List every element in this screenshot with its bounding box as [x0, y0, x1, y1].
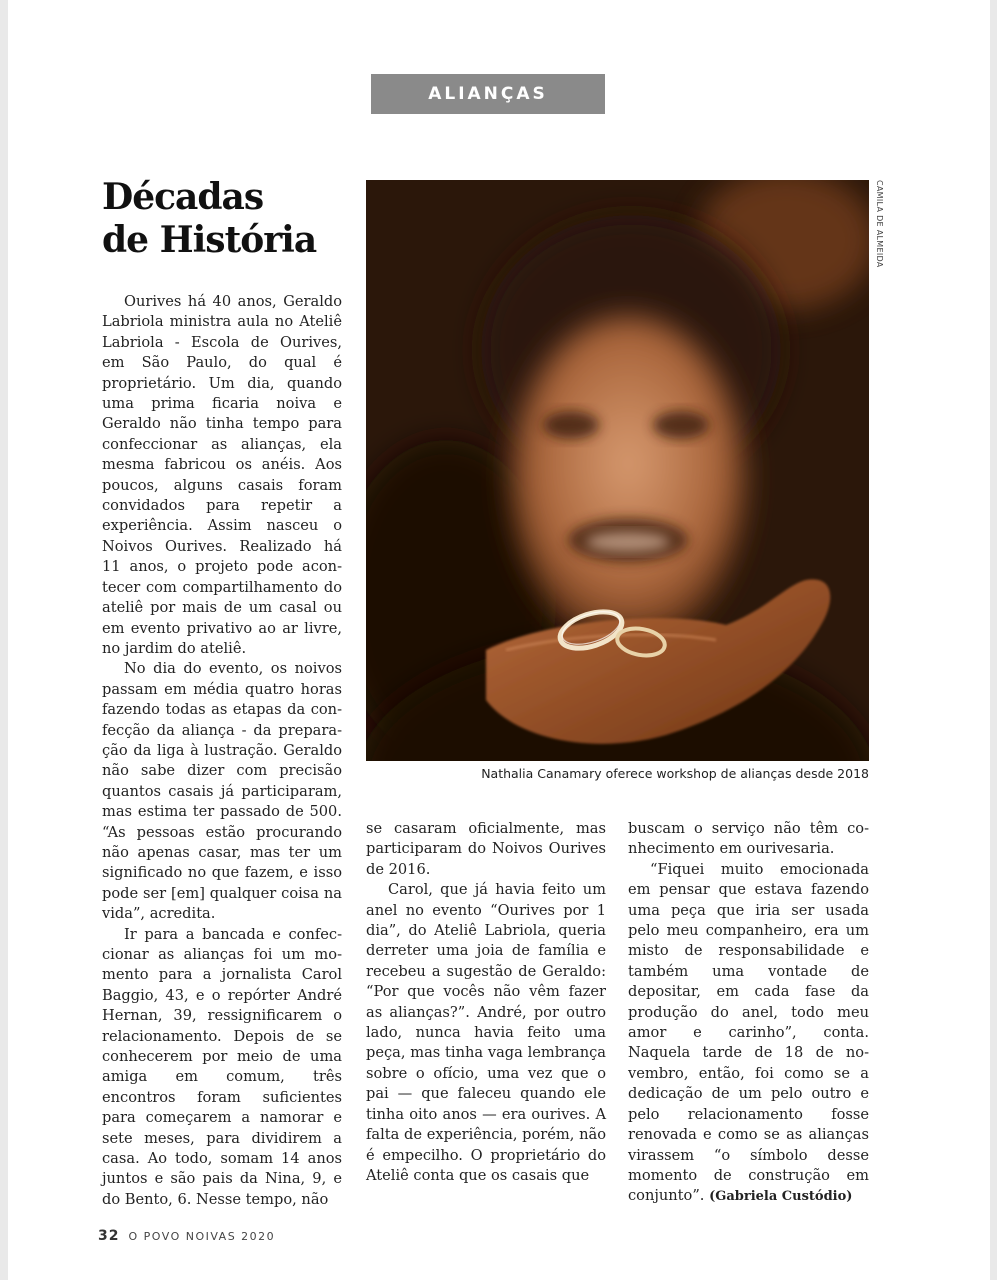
headline-line-1: Décadas: [102, 176, 264, 218]
section-tag-label: ALIANÇAS: [428, 84, 548, 104]
photo-illustration: [366, 180, 869, 761]
paragraph: Carol, que já havia feito um anel no evento “Ourives por 1 dia”, do Ateliê Labriola, queria derreter uma joia de família e recebeu a sugestão de Geraldo: “Por que vocês não vêm fazer as alianças?”. André, por outro lado, nunca havia feito uma peça, mas tinha vaga lembrança sobre o ofício, uma vez que o pai — que faleceu quando ele tinha oito anos — era ourives. A falta de experiência, porém, não é empecilho. O proprietário do Ateliê conta que os casais que: [366, 881, 606, 1184]
paragraph-final: [628, 860, 869, 1208]
article-column-1: [102, 292, 342, 1210]
photo-credit: CAMILA DE ALMEIDA: [875, 180, 884, 268]
magazine-page: [8, 0, 990, 1280]
section-tag: [371, 74, 605, 114]
blurred-face: [510, 315, 746, 645]
byline: (Gabriela Custódio): [709, 1189, 853, 1205]
publication-name: O POVO NOIVAS 2020: [128, 1230, 276, 1243]
photo-caption: Nathalia Canamary oferece workshop de alianças desde 2018: [481, 766, 869, 781]
page-footer: [98, 1228, 275, 1244]
page-number: 32: [98, 1228, 120, 1244]
headline-line-2: de História: [102, 219, 317, 261]
article-column-2: [366, 819, 606, 1186]
article-column-3: [628, 819, 869, 1208]
article-headline: [102, 176, 362, 262]
paragraph: buscam o serviço não têm conhecimento em ourivesaria.: [628, 820, 869, 858]
paragraph: Ir para a bancada e confeccionar as alianças foi um momento para a jornalista Carol Baggio, 43, e o repórter André Hernan, 39, ressignificarem o relacionamento. Depois de se conhecerem por meio de uma amiga em comum, três encontros foram suficientes para começarem a namorar e sete meses, para dividirem a casa. Ao todo, somam 14 anos juntos e são pais da Nina, 9, e do Bento, 6. Nesse tempo, não: [102, 925, 342, 1208]
paragraph: No dia do evento, os noivos passam em média quatro horas fazendo todas as etapas da confecção da aliança - da preparação da liga à lustração. Geraldo não sabe dizer com precisão quantos casais já participaram, mas estima ter passado de 500. “As pessoas estão procurando não apenas casar, mas ter um significado no que fazem, e isso pode ser [em] qualquer coisa na vida”, acredita.: [102, 660, 342, 923]
paragraph: se casaram oficialmente, mas participaram do Noivos Ourives de 2016.: [366, 820, 606, 878]
article-photo: [366, 180, 869, 761]
paragraph: Ourives há 40 anos, Geraldo Labriola ministra aula no Ateliê Labriola - Escola de Ourives, em São Paulo, do qual é proprietário. Um dia, quando uma prima ficaria noiva e Geraldo não tinha tempo para confeccionar as alianças, ela mesma fabricou os anéis. Aos poucos, alguns casais foram convidados para repetir a experiência. Assim nasceu o Noivos Ourives. Realizado há 11 anos, o projeto pode acontecer com compartilhamento do ateliê por mais de um casal ou em evento privativo ao ar livre, no jardim do ateliê.: [102, 293, 342, 657]
paragraph-text: “Fiquei muito emocionada em pensar que estava fazendo uma peça que iria ser usada pelo meu companheiro, era um misto de responsabilidade e também uma vontade de depositar, em cada fase da produção do anel, todo meu amor e carinho”, conta. Naquela tarde de 18 de novembro, então, foi como se a dedicação de um pelo outro e pelo relacionamento fosse renovada e como se as alianças virassem “o símbolo desse momento de construção em conjunto”.: [628, 860, 869, 1205]
